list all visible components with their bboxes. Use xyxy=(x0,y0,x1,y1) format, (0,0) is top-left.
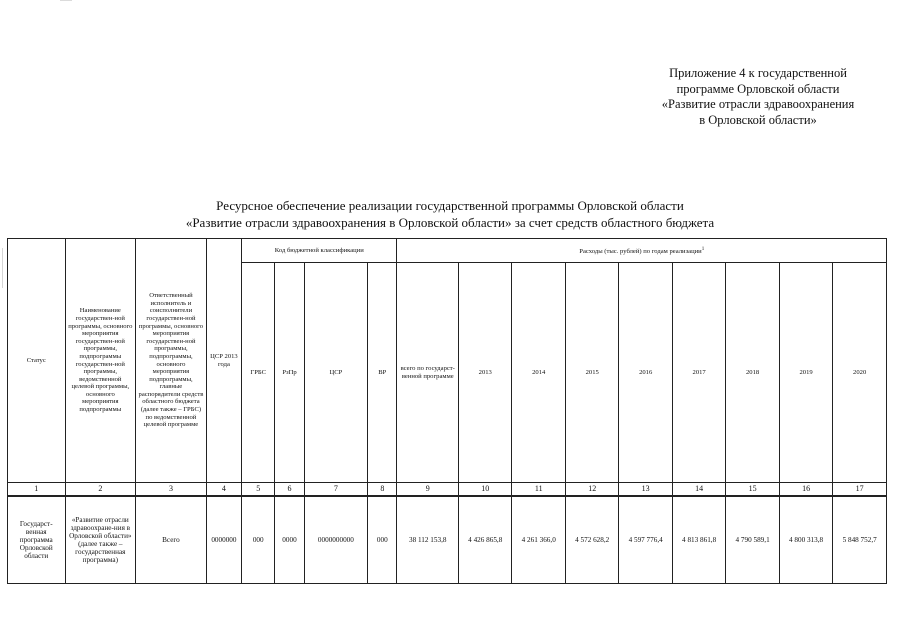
header-budget-code-group: Код бюджетной классификации xyxy=(242,239,397,263)
cell-year-value: 4 800 313,8 xyxy=(779,496,832,584)
header-year: 2017 xyxy=(672,263,725,483)
column-number: 10 xyxy=(459,483,512,497)
title-line: Ресурсное обеспечение реализации государственной программы Орловской области xyxy=(216,198,684,213)
cell-year-value: 4 572 628,2 xyxy=(565,496,618,584)
cell-vr: 000 xyxy=(368,496,397,584)
column-number: 11 xyxy=(512,483,565,497)
header-expenses-label: Расходы (тыс. рублей) по годам реализации xyxy=(579,247,702,255)
header-rzpr: РзПр xyxy=(275,263,304,483)
appendix-line: «Развитие отрасли здравоохранения xyxy=(661,97,855,111)
cell-grbs: 000 xyxy=(242,496,275,584)
header-program-name: Наименование государствен-ной программы, основного мероприятия государствен-ной программы, подпрограммы государствен-ной программы, ведомственной целевой программы, основного мероприятия подпрограммы xyxy=(65,239,136,483)
header-csr: ЦСР xyxy=(304,263,368,483)
table-row xyxy=(8,496,887,584)
cell-total: 38 112 153,8 xyxy=(397,496,459,584)
column-number: 14 xyxy=(672,483,725,497)
cell-year-value: 4 426 865,8 xyxy=(459,496,512,584)
document-title xyxy=(120,197,780,231)
appendix-line: в Орловской области» xyxy=(699,112,817,127)
cell-year-value: 4 261 366,0 xyxy=(512,496,565,584)
scan-artifact xyxy=(2,248,3,288)
title-line: «Развитие отрасли здравоохранения в Орловской области» за счет средств областного бюджета xyxy=(185,215,715,230)
header-vr: ВР xyxy=(368,263,397,483)
column-number: 1 xyxy=(8,483,66,497)
header-year: 2016 xyxy=(619,263,672,483)
column-number: 4 xyxy=(206,483,241,497)
budget-table xyxy=(7,238,887,584)
scan-artifact xyxy=(60,0,72,1)
header-year: 2018 xyxy=(726,263,779,483)
cell-year-value: 4 790 589,1 xyxy=(726,496,779,584)
header-expenses-group xyxy=(397,239,887,263)
cell-year-value: 5 848 752,7 xyxy=(833,496,887,584)
header-year: 2015 xyxy=(565,263,618,483)
column-number: 5 xyxy=(242,483,275,497)
column-number: 16 xyxy=(779,483,832,497)
column-number: 17 xyxy=(833,483,887,497)
appendix-line: программе Орловской области xyxy=(676,81,840,96)
column-number: 6 xyxy=(275,483,304,497)
cell-rzpr: 0000 xyxy=(275,496,304,584)
cell-executor: Всего xyxy=(136,496,207,584)
column-number: 2 xyxy=(65,483,136,497)
column-number: 12 xyxy=(565,483,618,497)
column-number: 3 xyxy=(136,483,207,497)
column-number: 8 xyxy=(368,483,397,497)
cell-csr-2013: 0000000 xyxy=(206,496,241,584)
column-number: 9 xyxy=(397,483,459,497)
footnote-marker: 1 xyxy=(701,246,705,252)
cell-program-name: «Развитие отрасли здравоохране-ния в Орловской области» (далее также – государственная программа) xyxy=(65,496,136,584)
cell-csr: 0000000000 xyxy=(304,496,368,584)
header-year: 2020 xyxy=(833,263,887,483)
header-status: Статус xyxy=(8,239,66,483)
cell-year-value: 4 597 776,4 xyxy=(619,496,672,584)
column-number: 13 xyxy=(619,483,672,497)
header-csr-2013: ЦСР 2013 года xyxy=(206,239,241,483)
cell-status: Государст-венная программа Орловской области xyxy=(8,496,66,584)
header-year: 2013 xyxy=(459,263,512,483)
header-year: 2014 xyxy=(512,263,565,483)
cell-year-value: 4 813 861,8 xyxy=(672,496,725,584)
header-grbs: ГРБС xyxy=(242,263,275,483)
column-number: 7 xyxy=(304,483,368,497)
column-number: 15 xyxy=(726,483,779,497)
header-executor: Ответственный исполнитель и соисполнители государствен-ной программы, основного мероприятия государствен-ной программы, подпрограммы, основного мероприятия подпрограммы, главные распорядители средств областного бюджета (далее также – ГРБС) по ведомственной целевой программе xyxy=(136,239,207,483)
column-number-row xyxy=(8,483,887,497)
appendix-line: Приложение 4 к государственной xyxy=(669,66,847,80)
header-total: всего по государст-венной программе xyxy=(397,263,459,483)
header-year: 2019 xyxy=(779,263,832,483)
appendix-header xyxy=(600,66,905,128)
